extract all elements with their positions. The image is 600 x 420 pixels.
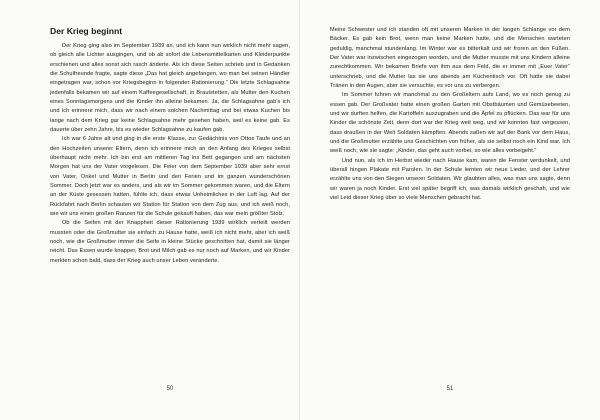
chapter-heading: Der Krieg beginnt bbox=[50, 26, 123, 36]
right-page-text bbox=[330, 26, 570, 203]
paragraph: Im Sommer fuhren wir manchmal zu den Großeltern aufs Land, wo es noch genug zu essen gab. Der Großvater hatte einen großen Garten mit Obstbäumen und Gemüsebeeten, und wir durften helfen, die Kartoffeln auszugraben und die Äpfel zu pflücken. Das war für uns Kinder die schönste Zeit, denn dort war der Krieg weit weg, und wir konnten fast vergessen, dass draußen in der Welt Soldaten kämpften. Abends saßen wir auf der Bank vor dem Haus, und die Großmutter erzählte uns Geschichten von früher, als sie selbst noch ein Kind war. Ich weiß noch, wie sie sagte: „Kinder, das geht auch vorbei, so wie alles vorbeigeht.“ bbox=[330, 92, 570, 155]
left-page bbox=[50, 26, 290, 386]
gutter-divider bbox=[299, 0, 300, 420]
page-number-left: 50 bbox=[166, 386, 174, 392]
right-page bbox=[330, 26, 570, 386]
paragraph: Ob die Seifen mit der Knappheit dieser Rationierung 1939 wirklich verteilt werden mussten oder die Großmutter sie einfach zu Hause hatte, weiß ich nicht mehr, aber ich weiß noch, wie die Großmutter immer die Seife in kleine Stücke geschnitten hat, damit sie länger reicht. Das Essen wurde knapper, Brot und Milch gab es nur noch auf Marken, und wir Kinder merkten schon bald, dass der Krieg auch unser Leben veränderte. bbox=[50, 220, 290, 264]
paragraph: Ich war 6 Jahre alt und ging in die erste Klasse, zur Gedächtnis von Ottos Taufe und an den Hochzeiten unserer Eltern, denn ich erinnere mich an den Anfang des Krieges selbst überhaupt nicht mehr. Ich bin erst am mittleren Tag ins Bett gegangen und am nächsten Morgen hat uns der Vater vorgelesen. Die Feier von dem September 1939 aber sehr ernst von Vater, Onkel und Mutter in Berlin und den Ferien und im ganzen wunderschönen Sommer. Doch jetzt war es anders, und als wir im Sommer gekommen waren, und die Eltern an der Küste gesessen hatten, fühlte ich, dass etwas Unheimliches in der Luft lag. Auf der Rückfahrt nach Berlin schauten wir Station für Station von dem Zug aus, und ich weiß noch, wie wir uns einen großen Ranzen für die Schule gekauft haben, das war mein größter Stolz. bbox=[50, 136, 290, 217]
page-number-right: 51 bbox=[446, 386, 454, 392]
paragraph: Der Krieg ging also im September 1939 an, und ich kann nun wirklich nicht mehr sagen, ob gleich alle Lichter ausgingen, und ob ab sofort die Lebensmittelkarten und Kleiderpunkte erschienen und alles sonst sich rasch änderte. Als ich diese Seiten schrieb und in Gedanken die Schulfreunde fragte, sagte diese „Das hat gleich angefangen, wo man bei seinen Händler eingetragen war, schon vor Kriegsbeginn in folgender Rationierung.“ Die letzte Schlagsahne jedenfalls bekamen wir auf einem Kaffeegesellschaft, in Brautstetten, als Mutter den Kuchen eines Sonntagsmorgens und die Kinder ihn alleine bekamen. Ja, die Schlagsahne gab's ich und ich erinnere mich, dass wir nach einem solchen Nachmittag und bei etwas Kuchen bis lange nach dem Krieg gar keine Schlagsahne mehr gesehen haben, weil es keine gab. Es dauerte über zehn Jahre, bis es wieder Schlagsahne zu kaufen gab. bbox=[50, 43, 290, 133]
left-page-text bbox=[50, 42, 290, 266]
paragraph: Und nun, als ich im Herbst wieder nach Hause kam, waren die Fenster verdunkelt, und überall hingen Plakate mit Parolen. In der Schule lernten wir neue Lieder, und der Lehrer erzählte uns von den Siegen unserer Soldaten. Wir glaubten alles, was man uns sagte, denn wir waren ja noch Kinder. Erst viel später begriff ich, was damals wirklich geschah, und wie viel Leid dieser Krieg über so viele Menschen gebracht hat. bbox=[330, 157, 570, 201]
paragraph: Meine Schwester und ich standen oft mit unseren Marken in der langen Schlange vor dem Bäcker. Es gab kein Brot, wenn man keine Marken hatte, und die Menschen warteten geduldig, manchmal stundenlang. Im Winter war es bitterkalt und wir froren an den Füßen. Der Vater war inzwischen eingezogen worden, und die Mutter musste mit uns Kindern alleine zurechtkommen. Wir bekamen Briefe von ihm aus dem Feld, die er immer mit „Euer Vater“ unterschrieb, und die Mutter las sie uns abends am Küchentisch vor. Oft hatte sie dabei Tränen in den Augen, aber sie versuchte, es vor uns zu verbergen. bbox=[330, 27, 570, 89]
